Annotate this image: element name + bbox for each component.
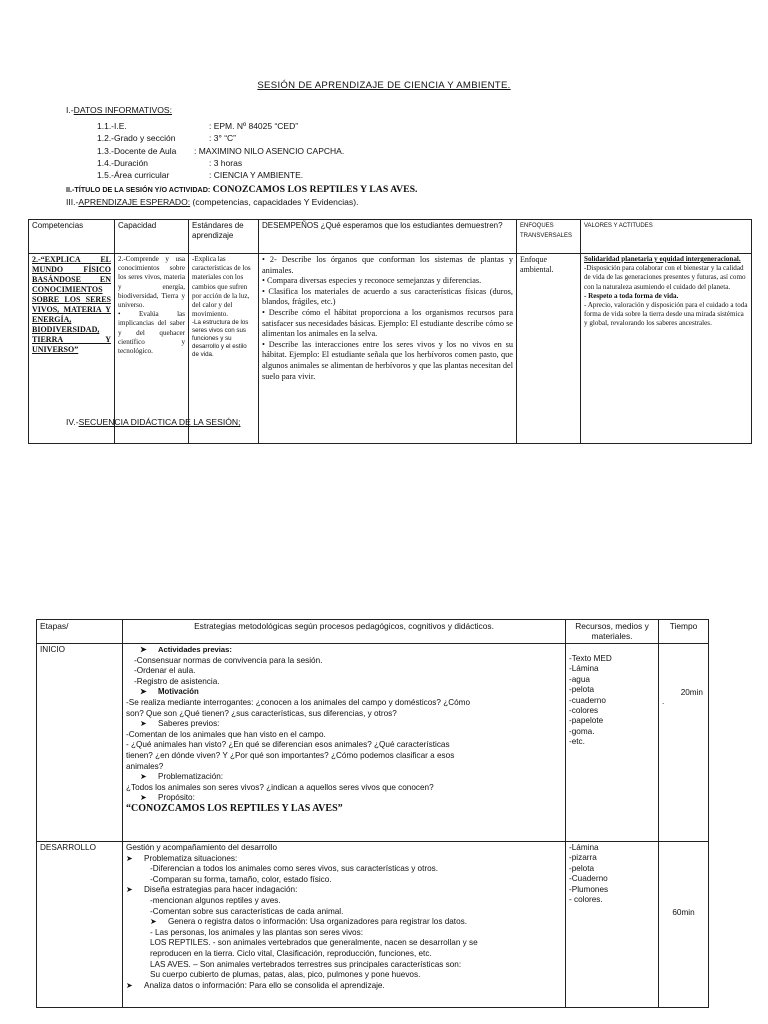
capacidad-text: 2.-Comprende y usa conocimientos sobre los seres vivos, materia y energía, biodiversidad, Tierra y universo. — [118, 255, 185, 310]
competencia-cell: 2.-“EXPLICA EL MUNDO FÍSICO BASÁNDOSE EN CONOCIMIENTOS SOBRE LOS SERES VIVOS, MATERIA Y ENERGÍA, BIODIVERSIDAD, TIERRA Y UNIVERSO” — [29, 254, 115, 444]
estrategias-desarrollo — [123, 842, 566, 1008]
list-item: ➤ Genera o registra datos o información: Usa organizadores para registrar los datos. — [150, 917, 467, 927]
list-item: -Se realiza mediante interrogantes: ¿conocen a los animales del campo y domésticos? ¿Cómo — [126, 697, 471, 707]
list-item: LOS REPTILES. - son animales vertebrados que generalmente, nacen se desarrollan y se — [150, 938, 478, 948]
datos-label: 1.1.-I.E. — [97, 121, 127, 131]
recurso-item: -etc. — [569, 737, 585, 747]
estandar-text: -Explica las características de los materiales con los cambios que sufren por acción de la luz, del calor y del movimiento. — [192, 255, 251, 319]
recursos-inicio — [566, 644, 659, 842]
recurso-item: -goma. — [569, 726, 595, 736]
recurso-item: -pelota — [569, 863, 595, 873]
recurso-item: -Cuaderno — [569, 874, 608, 884]
list-item: tienen? ¿en dónde viven? Y ¿Por qué son importantes? ¿Cómo podemos clasificar a esos — [126, 750, 455, 760]
datos-list — [97, 120, 344, 181]
list-item: -Ordenar el aula. — [134, 666, 196, 676]
valores-bold: - Respeto a toda forma de vida. — [584, 291, 679, 300]
list-item: ➤ Diseña estrategias para hacer indagación: — [126, 885, 298, 895]
secuencia-title: SECUENCIA DIDÁCTICA DE LA SESIÓN; — [78, 417, 241, 427]
aprendizaje-rest: (competencias, capacidades Y Evidencias). — [190, 197, 359, 207]
arrow-bullet-icon: ➤ — [126, 853, 133, 863]
recurso-item: -Lámina — [569, 843, 599, 852]
list-item: Gestión y acompañamiento del desarrollo — [126, 843, 278, 852]
header-estandares: Estándares de aprendizaje — [189, 220, 259, 254]
valores-cell — [581, 254, 752, 444]
enfoque-cell: Enfoque ambiental. — [517, 254, 581, 444]
arrow-bullet-icon: ➤ — [140, 772, 147, 782]
tiempo-mark: . — [662, 696, 665, 706]
list-item: ¿Todos los animales son seres vivos? ¿indican a aquellos seres vivos que conocen? — [126, 782, 434, 792]
list-item: - Las personas, los animales y las plantas son seres vivos: — [150, 927, 363, 937]
valores-title: Solidaridad planetaria y equidad intergeneracional. — [584, 255, 741, 263]
recurso-item: -cuaderno — [569, 695, 606, 705]
arrow-bullet-icon: ➤ — [140, 645, 147, 654]
aprendizaje-num: III.- — [66, 197, 79, 207]
datos-label: 1.3.-Docente de Aula — [97, 145, 177, 156]
table-header-row — [29, 220, 752, 254]
capacidad-text: • Evalúa las implicancias del saber y del quehacer científico y tecnológico. — [118, 310, 185, 356]
recurso-item: -pizarra — [569, 853, 597, 863]
header-competencias: Competencias — [29, 220, 115, 254]
recurso-item: -Lámina — [569, 664, 599, 674]
titulo-sesion-value: CONOZCAMOS LOS REPTILES Y LAS AVES. — [212, 184, 418, 195]
list-item: ➤ Problematiza situaciones: — [126, 853, 238, 863]
capacidad-cell — [115, 254, 189, 444]
datos-value: : MAXIMINO NILO ASENCIO CAPCHA. — [194, 145, 345, 156]
datos-heading — [66, 105, 172, 115]
aprendizaje-heading — [66, 197, 358, 207]
list-item: -Comentan de los animales que han visto en el campo. — [126, 729, 326, 739]
estrategias-inicio — [123, 644, 566, 842]
proposito-text: “CONOZCAMOS LOS REPTILES Y LAS AVES” — [126, 802, 343, 814]
recurso-item: -Plumones — [569, 884, 609, 894]
header-estrategias: Estrategias metodológicas según procesos pedagógicos, cognitivos y didácticos. — [123, 620, 566, 644]
titulo-sesion — [66, 184, 418, 195]
valores-text: - Aprecio, valoración y disposición para el cuidado a toda forma de vida sobre la tierra desde una mirada sistémica y global, revalorando los saberes ancestrales. — [584, 301, 748, 328]
datos-heading-num: I.- — [66, 105, 74, 115]
list-item: -mencionan algunos reptiles y aves. — [150, 895, 281, 905]
datos-row — [97, 120, 344, 132]
datos-value: : EPM. Nº 84025 “CED” — [209, 121, 299, 131]
competencias-table — [28, 219, 752, 444]
list-item: reproducen en la tierra. Ciclo vital, Clasificación, reproducción, funciones, etc. — [150, 948, 432, 958]
desempeno-item: • 2- Describe los órganos que conforman los sistemas de plantas y animales. — [262, 255, 513, 275]
list-item: - ¿Qué animales han visto? ¿En qué se diferencian esos animales? ¿Qué características — [126, 740, 450, 750]
recurso-item: -colores — [569, 706, 599, 716]
valores-text: -Disposición para colaborar con el bienestar y la calidad de vida de las generaciones presentes y futuras, así como con la naturaleza asumiendo el cuidado del planeta. — [584, 264, 746, 291]
secuencia-heading — [66, 417, 241, 427]
table-row-inicio — [37, 644, 709, 842]
list-item: ➤ Motivación — [140, 687, 199, 697]
list-item: Su cuerpo cubierto de plumas, patas, alas, pico, pulmones y pone huevos. — [150, 970, 421, 980]
page-title: SESIÓN DE APRENDIZAJE DE CIENCIA Y AMBIENTE. — [257, 80, 511, 91]
desempeno-item: • Clasifica los materiales de acuerdo a sus características físicas (duros, blandos, frágiles, etc.) — [262, 286, 513, 307]
desempeno-item: • Describe las interacciones entre los seres vivos y los no vivos en su hábitat. Ejemplo: El estudiante señala que los herbívoros comen pasto, que algunos animales se alimentan de herbívoros y que las plantas necesitan del suelo para vivir. — [262, 339, 513, 381]
list-item: -Consensuar normas de convivencia para la sesión. — [134, 655, 323, 665]
tiempo-inicio — [659, 644, 709, 842]
list-item: -Registro de asistencia. — [134, 676, 220, 686]
desempeno-item: • Describe cómo el hábitat proporciona a los organismos recursos para satisfacer sus necesidades básicas. Ejemplo: El estudiante describe cómo se alimentan los animales en la selva. — [262, 307, 513, 339]
header-enfoques: ENFOQUES TRANSVERSALES — [517, 220, 581, 254]
arrow-bullet-icon: ➤ — [150, 917, 157, 927]
etapa-desarrollo: DESARROLLO — [37, 842, 123, 1008]
list-item: ➤ Analiza datos o información: Para ello se consolida el aprendizaje. — [126, 980, 385, 990]
header-recursos: Recursos, medios y materiales. — [566, 620, 659, 644]
header-valores: VALORES Y ACTITUDES — [581, 220, 752, 254]
list-item: -Comparan su forma, tamaño, color, estado físico. — [150, 874, 332, 884]
datos-value: : 3° “C” — [209, 133, 237, 144]
arrow-bullet-icon: ➤ — [140, 719, 147, 729]
desempeno-item: • Compara diversas especies y reconoce semejanzas y diferencias. — [262, 276, 482, 286]
datos-heading-text: DATOS INFORMATIVOS: — [73, 105, 172, 115]
recurso-item: -papelote — [569, 716, 604, 726]
estandares-cell — [189, 254, 259, 444]
header-desempenos: DESEMPEÑOS ¿Qué esperamos que los estudiantes demuestren? — [259, 220, 517, 254]
datos-value: : CIENCIA Y AMBIENTE. — [209, 170, 304, 181]
header-capacidad: Capacidad — [115, 220, 189, 254]
tiempo-desarrollo: 60min — [659, 842, 709, 1008]
estandar-text: -La estructura de los seres vivos con sus funciones y su desarrollo y el estilo de vida. — [192, 319, 249, 359]
datos-row — [97, 132, 344, 144]
recurso-item: - colores. — [569, 895, 603, 905]
list-item: -Diferencian a todos los animales como seres vivos, sus características y otros. — [150, 864, 439, 874]
datos-row — [97, 145, 344, 157]
etapa-inicio: INICIO — [37, 644, 123, 842]
list-item: ➤ Saberes previos: — [140, 719, 220, 729]
datos-row — [97, 157, 344, 169]
table-header-row — [37, 620, 709, 644]
recursos-desarrollo — [566, 842, 659, 1008]
recurso-item: -agua — [569, 674, 590, 684]
arrow-bullet-icon: ➤ — [126, 885, 133, 895]
list-item: animales? — [126, 761, 164, 771]
table-row — [29, 254, 752, 444]
list-item: LAS AVES. – Son animales vertebrados terrestres sus principales características son: — [150, 959, 462, 969]
header-tiempo: Tiempo — [659, 620, 709, 644]
tiempo-value: 20min — [680, 688, 703, 697]
secuencia-num: IV.- — [66, 417, 79, 427]
datos-value: : 3 horas — [209, 157, 243, 168]
header-etapas: Etapas/ — [37, 620, 123, 644]
recurso-item: -pelota — [569, 685, 595, 695]
datos-label: 1.4.-Duración — [97, 157, 149, 168]
desempenos-cell — [259, 254, 517, 444]
list-item: ➤ Problematización: — [140, 772, 224, 782]
titulo-sesion-label: II.-TÍTULO DE LA SESIÓN Y/O ACTIVIDAD: — [66, 185, 211, 194]
table-row-desarrollo — [37, 842, 709, 1008]
aprendizaje-title: APRENDIZAJE ESPERADO: — [78, 197, 191, 207]
secuencia-table — [36, 619, 709, 1008]
arrow-bullet-icon: ➤ — [140, 687, 147, 697]
list-item: -Comentan sobre sus características de cada animal. — [150, 906, 344, 916]
recurso-item: -Texto MED — [569, 654, 612, 663]
datos-row — [97, 169, 344, 181]
arrow-bullet-icon: ➤ — [140, 793, 147, 803]
list-item: ➤ Propósito: — [140, 793, 195, 803]
arrow-bullet-icon: ➤ — [126, 980, 133, 990]
list-item: son? Que son ¿Qué tienen? ¿sus características, sus diferencias, y otros? — [126, 708, 397, 718]
datos-label: 1.5.-Área curricular — [97, 170, 170, 181]
datos-label: 1.2.-Grado y sección — [97, 133, 176, 144]
list-item: ➤ Actividades previas: — [140, 645, 232, 654]
